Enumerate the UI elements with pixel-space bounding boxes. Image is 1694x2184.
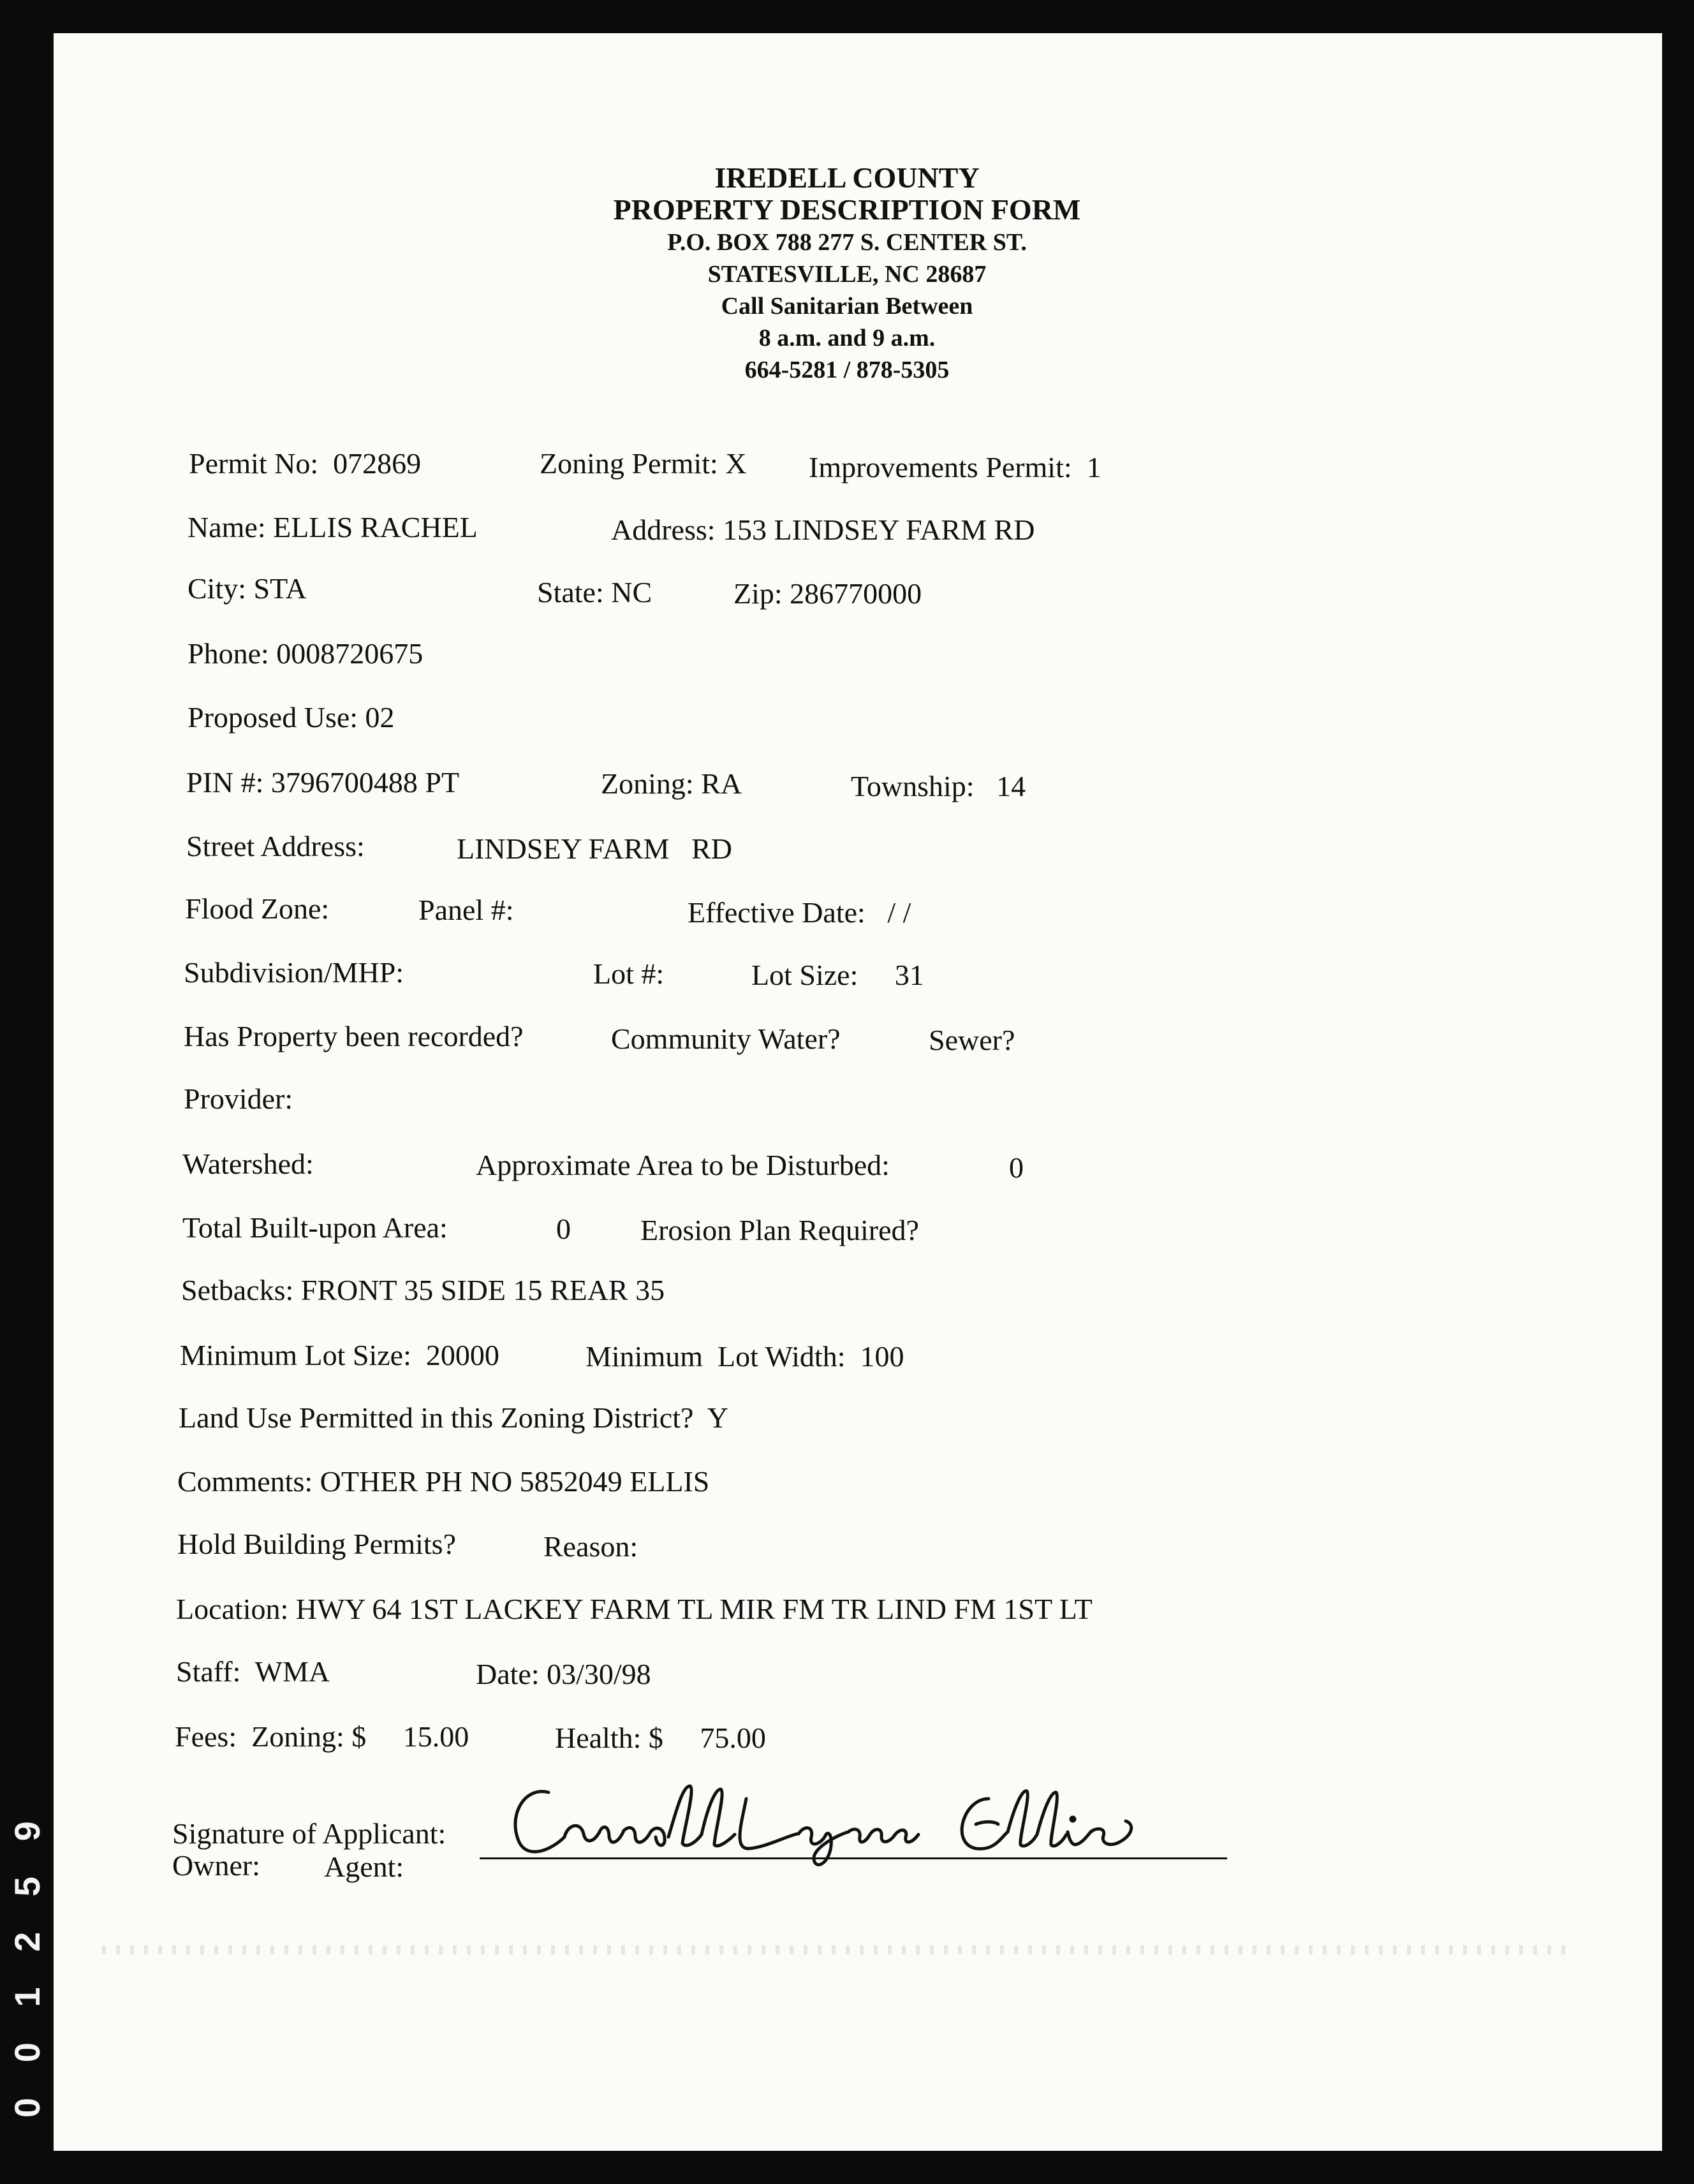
scan-noise-strip	[102, 1945, 1569, 1954]
community-water: Community Water?	[611, 1022, 841, 1055]
call-line-1: Call Sanitarian Between	[721, 293, 973, 320]
address-line-2: STATESVILLE, NC 28687	[707, 261, 987, 288]
fees-zoning: Fees: Zoning: $ 15.00	[175, 1720, 469, 1753]
area-disturbed-value: 0	[1009, 1151, 1024, 1184]
subdivision-mhp: Subdivision/MHP:	[184, 956, 404, 989]
built-upon-area-value: 0	[556, 1213, 571, 1245]
county-title: IREDELL COUNTY	[714, 161, 980, 194]
township: Township: 14	[851, 770, 1026, 802]
margin-stamp: 0 0 1 2 5 9	[7, 1808, 47, 2118]
pin-number: PIN #: 3796700488 PT	[186, 766, 460, 799]
land-use-permitted: Land Use Permitted in this Zoning District? Y	[179, 1401, 728, 1434]
staff: Staff: WMA	[176, 1655, 330, 1688]
zip: Zip: 286770000	[733, 577, 922, 610]
reason: Reason:	[543, 1530, 638, 1563]
applicant-signature	[504, 1773, 1142, 1869]
zoning-permit: Zoning Permit: X	[540, 447, 747, 480]
city: City: STA	[188, 572, 307, 605]
property-recorded: Has Property been recorded?	[184, 1020, 524, 1052]
flood-zone: Flood Zone:	[185, 892, 330, 925]
improvements-permit: Improvements Permit: 1	[809, 451, 1101, 483]
phone-numbers: 664-5281 / 878-5305	[744, 357, 950, 383]
agent-label: Agent:	[324, 1850, 404, 1883]
street-address-value: LINDSEY FARM RD	[457, 832, 732, 865]
address-line-1: P.O. BOX 788 277 S. CENTER ST.	[667, 229, 1027, 256]
provider: Provider:	[184, 1082, 293, 1115]
call-line-2: 8 a.m. and 9 a.m.	[758, 325, 936, 351]
street-address-label: Street Address:	[186, 830, 365, 862]
lot-size: Lot Size: 31	[751, 959, 924, 991]
panel-number: Panel #:	[418, 894, 514, 926]
signature-label: Signature of Applicant:	[172, 1817, 446, 1850]
effective-date: Effective Date: / /	[688, 896, 911, 929]
area-disturbed-label: Approximate Area to be Disturbed:	[476, 1149, 890, 1181]
comments: Comments: OTHER PH NO 5852049 ELLIS	[177, 1465, 710, 1498]
form-title: PROPERTY DESCRIPTION FORM	[613, 193, 1081, 226]
watershed: Watershed:	[182, 1147, 314, 1180]
minimum-lot-size: Minimum Lot Size: 20000	[180, 1339, 499, 1371]
applicant-address: Address: 153 LINDSEY FARM RD	[611, 513, 1035, 546]
setbacks: Setbacks: FRONT 35 SIDE 15 REAR 35	[181, 1274, 665, 1306]
hold-building-permits: Hold Building Permits?	[177, 1528, 456, 1560]
applicant-name: Name: ELLIS RACHEL	[188, 511, 478, 543]
minimum-lot-width: Minimum Lot Width: 100	[586, 1340, 904, 1373]
erosion-plan: Erosion Plan Required?	[640, 1214, 919, 1246]
proposed-use: Proposed Use: 02	[188, 701, 395, 734]
state: State: NC	[537, 576, 652, 609]
zoning: Zoning: RA	[601, 767, 742, 800]
permit-no: Permit No: 072869	[189, 447, 422, 480]
phone: Phone: 0008720675	[188, 637, 424, 670]
sewer: Sewer?	[929, 1024, 1015, 1056]
built-upon-area-label: Total Built-upon Area:	[182, 1211, 448, 1244]
lot-number: Lot #:	[593, 957, 665, 990]
owner-label: Owner:	[172, 1849, 260, 1882]
fees-health: Health: $ 75.00	[555, 1722, 766, 1754]
location: Location: HWY 64 1ST LACKEY FARM TL MIR FM TR LIND FM 1ST LT	[176, 1593, 1093, 1625]
date: Date: 03/30/98	[476, 1658, 651, 1690]
